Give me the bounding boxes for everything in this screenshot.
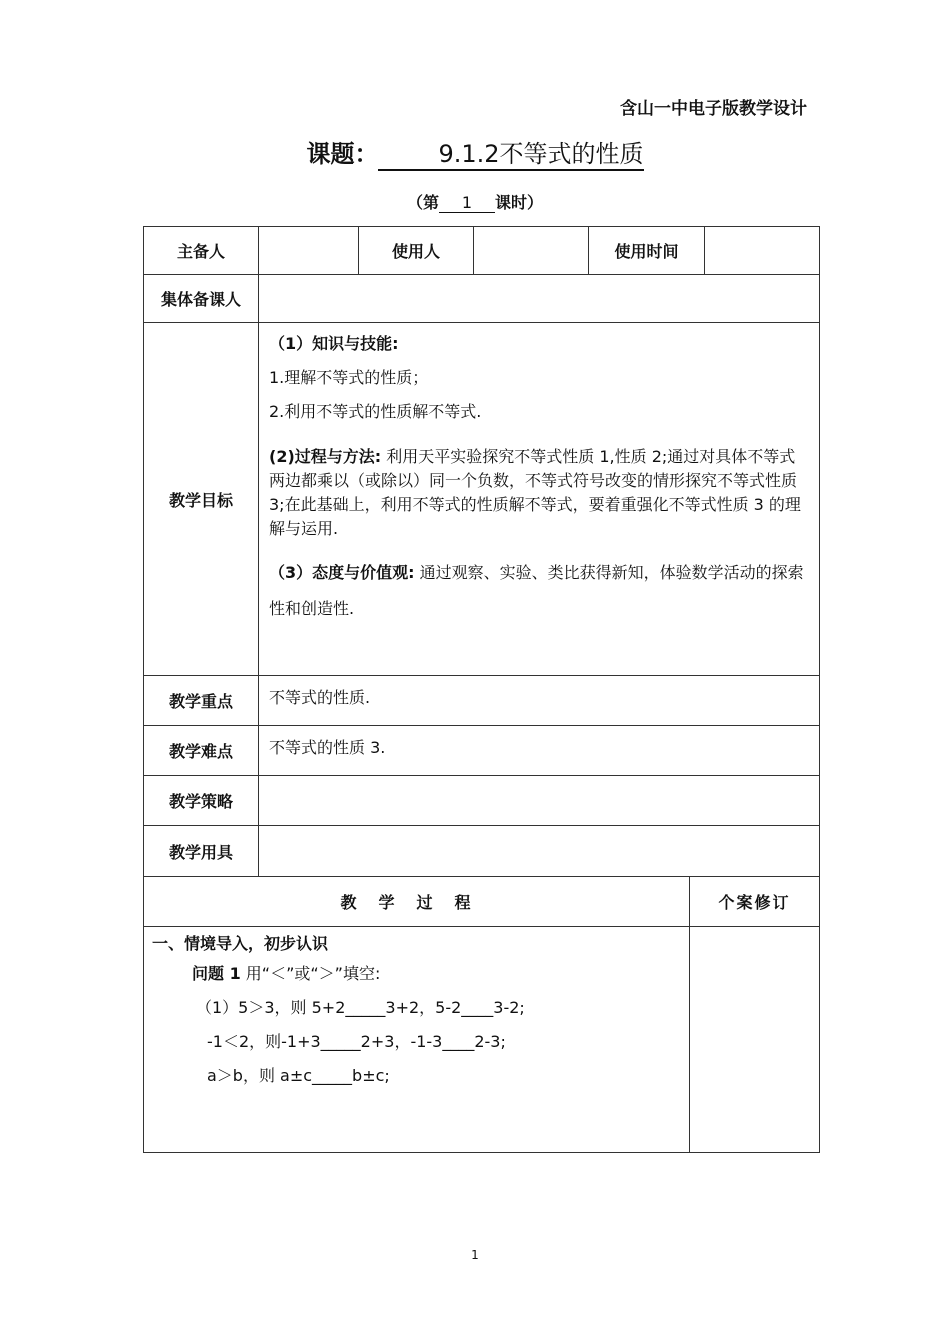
goals-content (259, 323, 820, 676)
question1-label: 问题 1 (192, 964, 241, 983)
question1-text: 用“＜”或“＞”填空: (240, 964, 381, 983)
goal2-text: 利用天平实验探究不等式性质 1,性质 2;通过对具体不等式两边都乘以（或除以）同一个负数，不等式符号改变的情形探究不等式性质 3;在此基础上，利用不等式的性质解不等式，要着重强化不等式性质 3 的理解与运用. (269, 447, 801, 538)
lesson-period (0, 190, 950, 213)
key-label: 教学重点 (144, 676, 259, 726)
goal3-text: 通过观察、实验、类比获得新知，体验数学活动的探索性和创造性. (269, 563, 804, 618)
exercise-line-2: -1＜2，则-1+3_____2+3，-1-3____2-3; (207, 1032, 506, 1051)
difficulty-label: 教学难点 (144, 726, 259, 776)
tools-label: 教学用具 (144, 826, 259, 877)
goal1-item2: 2.利用不等式的性质解不等式. (269, 402, 482, 421)
key-value: 不等式的性质. (259, 676, 820, 726)
lesson-number: 1 (439, 193, 495, 213)
group-label: 集体备课人 (144, 275, 259, 323)
preparer-value (259, 227, 359, 275)
tools-value (259, 826, 820, 877)
strategy-label: 教学策略 (144, 776, 259, 826)
title-value: 9.1.2不等式的性质 (378, 134, 643, 171)
revision-content (690, 927, 820, 1153)
section1-title: 一、情境导入，初步认识 (152, 934, 329, 953)
lesson-plan-table (143, 226, 820, 1153)
time-label: 使用时间 (589, 227, 705, 275)
goal1-item1: 1.理解不等式的性质； (269, 368, 429, 387)
time-value (705, 227, 820, 275)
exercise-line-3: a＞b，则 a±c_____b±c; (207, 1066, 390, 1085)
exercise-line-1: （1）5＞3，则 5+2_____3+2，5-2____3-2; (196, 998, 525, 1017)
lesson-suffix: 课时） (495, 193, 544, 212)
school-header: 含山一中电子版教学设计 (620, 99, 807, 119)
process-content (144, 927, 690, 1153)
page-number: 1 (471, 1248, 479, 1262)
preparer-label: 主备人 (144, 227, 259, 275)
user-value (474, 227, 589, 275)
goal1-title: （1）知识与技能: (269, 334, 399, 353)
process-heading: 教学过程 (144, 877, 690, 927)
goals-label: 教学目标 (144, 323, 259, 676)
group-value (259, 275, 820, 323)
goal3-title: （3）态度与价值观: (269, 563, 415, 582)
title-label: 课题： (306, 140, 379, 168)
difficulty-value: 不等式的性质 3. (259, 726, 820, 776)
strategy-value (259, 776, 820, 826)
lesson-prefix: （第 (406, 193, 439, 212)
goal2-title: (2)过程与方法: (269, 447, 382, 466)
revision-heading: 个案修订 (690, 877, 820, 927)
lesson-title (0, 134, 950, 171)
user-label: 使用人 (359, 227, 474, 275)
